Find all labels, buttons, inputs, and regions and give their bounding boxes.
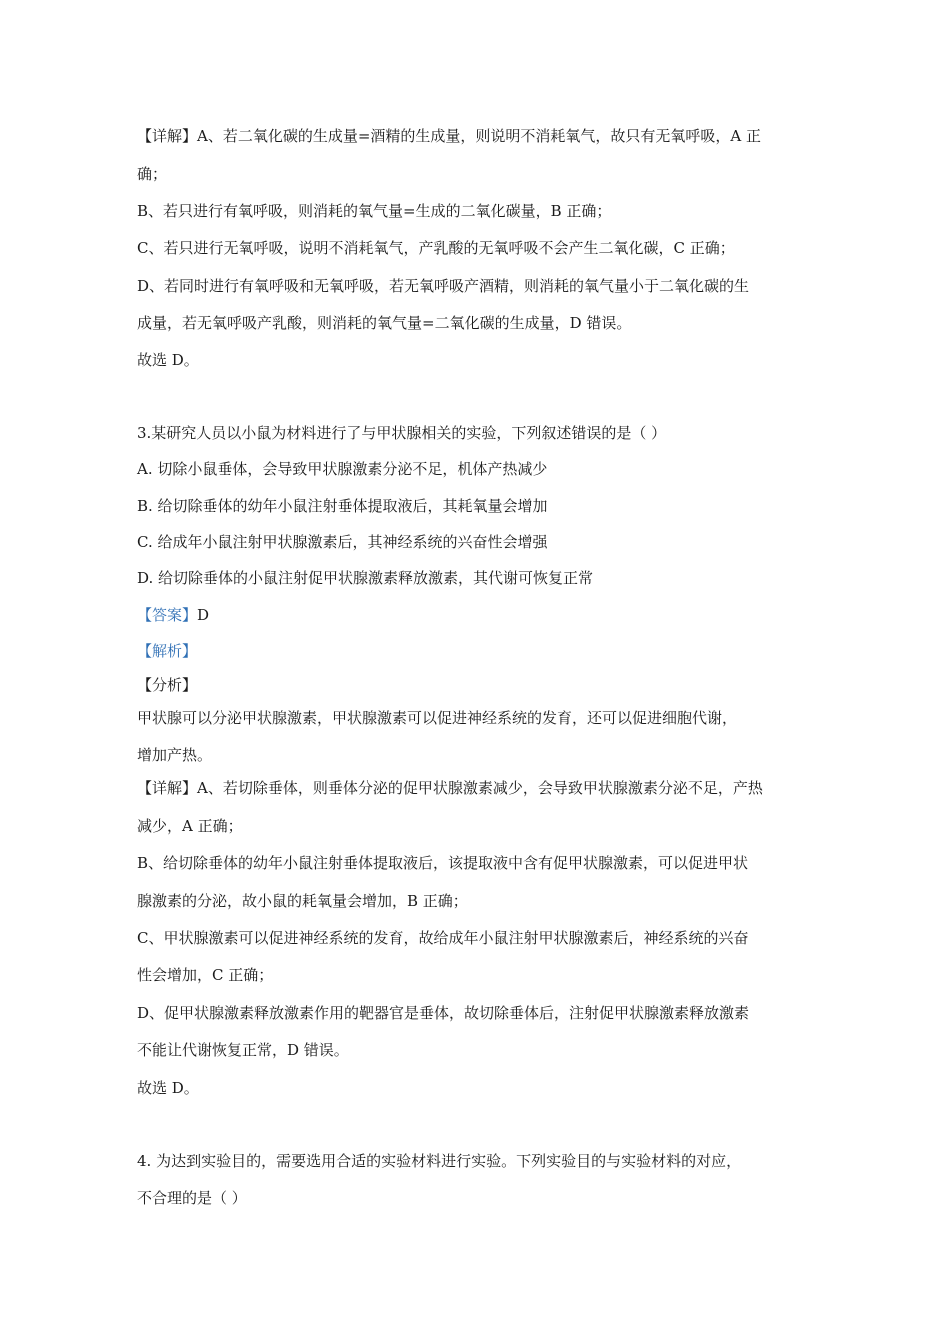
q2-detail-line-1: 【详解】A、若二氧化碳的生成量=酒精的生成量，则说明不消耗氧气，故只有无氧呼吸，A 正 [137, 127, 762, 145]
fenxi-tag: 【分析】 [137, 676, 198, 694]
q3-fenxi-line-2: 增加产热。 [137, 746, 213, 764]
q3-stem: 3.某研究人员以小鼠为材料进行了与甲状腺相关的实验，下列叙述错误的是（ ） [137, 424, 667, 442]
q3-detail-a-line-2: 减少，A 正确； [137, 817, 243, 835]
q2-detail-d-line-2: 成量，若无氧呼吸产乳酸，则消耗的氧气量=二氧化碳的生成量，D 错误。 [137, 314, 632, 332]
q3-option-a: A. 切除小鼠垂体，会导致甲状腺激素分泌不足，机体产热减少 [137, 460, 548, 478]
q3-detail-b-line-1: B、给切除垂体的幼年小鼠注射垂体提取液后，该提取液中含有促甲状腺激素，可以促进甲状 [137, 854, 749, 872]
q4-stem-line-2: 不合理的是（ ） [137, 1189, 247, 1207]
answer-tag: 【答案】 [137, 606, 198, 624]
q3-option-c: C. 给成年小鼠注射甲状腺激素后，其神经系统的兴奋性会增强 [137, 533, 548, 551]
q3-answer [137, 605, 827, 625]
analysis-tag: 【解析】 [137, 642, 198, 660]
q3-detail-d-line-2: 不能让代谢恢复正常，D 错误。 [137, 1041, 349, 1059]
answer-value: D [197, 606, 210, 624]
q3-option-d: D. 给切除垂体的小鼠注射促甲状腺激素释放激素，其代谢可恢复正常 [137, 569, 594, 587]
q3-conclusion: 故选 D。 [137, 1079, 199, 1097]
q2-detail-c: C、若只进行无氧呼吸，说明不消耗氧气，产乳酸的无氧呼吸不会产生二氧化碳，C 正确； [137, 239, 735, 257]
q3-detail-c-line-2: 性会增加，C 正确； [137, 966, 274, 984]
q4-stem-line-1: 4. 为达到实验目的，需要选用合适的实验材料进行实验。下列实验目的与实验材料的对应， [137, 1152, 742, 1170]
q2-detail-d-line-1: D、若同时进行有氧呼吸和无氧呼吸，若无氧呼吸产酒精，则消耗的氧气量小于二氧化碳的生 [137, 277, 750, 295]
q2-conclusion: 故选 D。 [137, 351, 199, 369]
q3-detail-c-line-1: C、甲状腺激素可以促进神经系统的发育，故给成年小鼠注射甲状腺激素后，神经系统的兴奋 [137, 929, 749, 947]
q3-detail-a-line-1: 【详解】A、若切除垂体，则垂体分泌的促甲状腺激素减少，会导致甲状腺激素分泌不足，产热 [137, 779, 763, 797]
q2-detail-line-2: 确； [137, 165, 168, 183]
q3-fenxi-line-1: 甲状腺可以分泌甲状腺激素，甲状腺激素可以促进神经系统的发育，还可以促进细胞代谢， [137, 709, 738, 727]
q2-detail-b: B、若只进行有氧呼吸，则消耗的氧气量=生成的二氧化碳量，B 正确； [137, 202, 612, 220]
q3-detail-b-line-2: 腺激素的分泌，故小鼠的耗氧量会增加，B 正确； [137, 892, 468, 910]
q3-detail-d-line-1: D、促甲状腺激素释放激素作用的靶器官是垂体，故切除垂体后，注射促甲状腺激素释放激素 [137, 1004, 750, 1022]
q3-option-b: B. 给切除垂体的幼年小鼠注射垂体提取液后，其耗氧量会增加 [137, 497, 548, 515]
